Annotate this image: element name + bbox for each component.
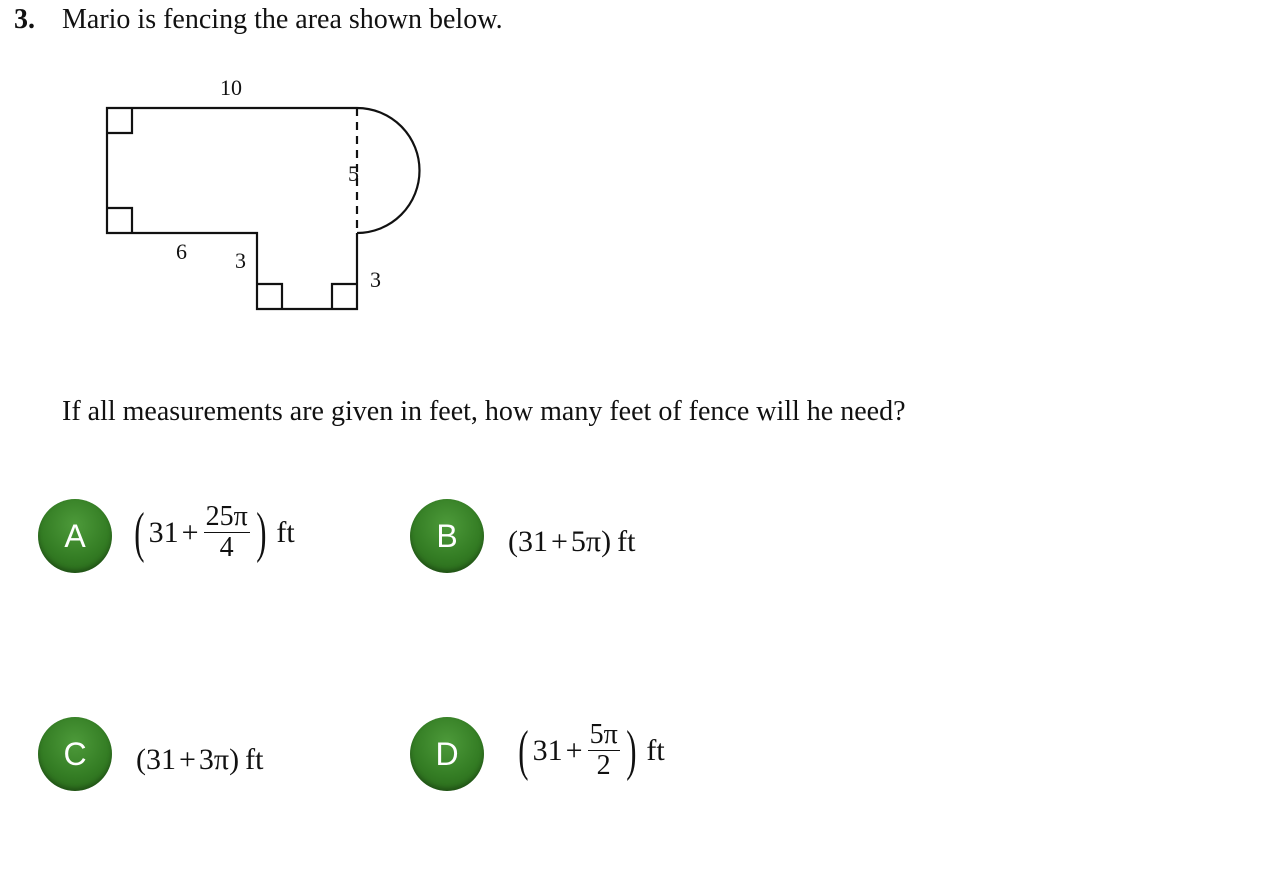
expr-fraction — [204, 502, 250, 563]
expr-unit: ft — [276, 515, 295, 549]
question-number: 3. — [14, 4, 35, 35]
expr-fraction — [588, 720, 620, 781]
fraction-numerator: 25π — [205, 501, 248, 532]
right-angle-marker — [107, 208, 132, 233]
right-angle-marker — [107, 108, 132, 133]
expr-unit: ft — [617, 525, 636, 558]
paren-open: ( — [518, 719, 529, 782]
paren-open: ( — [136, 743, 146, 776]
paren-close: ) — [601, 525, 612, 558]
question-text: Mario is fencing the area shown below. — [62, 4, 503, 35]
question-prompt: If all measurements are given in feet, how many feet of fence will he need? — [62, 396, 906, 427]
choice-c-expression — [136, 740, 263, 780]
choice-a-expression — [130, 502, 295, 563]
expr-operator: + — [565, 733, 583, 767]
expr-lead: 31 — [518, 525, 548, 558]
right-angle-marker — [257, 284, 282, 309]
fence-outline — [107, 108, 357, 309]
expr-operator: + — [181, 515, 199, 549]
fence-diagram — [80, 62, 440, 322]
expr-unit: ft — [245, 743, 264, 776]
label-diameter: 5 — [348, 161, 359, 186]
semicircle-arc — [357, 108, 420, 233]
choice-b-expression — [508, 522, 635, 562]
expr-operator: + — [179, 743, 196, 776]
label-bottom-left: 6 — [176, 239, 187, 264]
fraction-numerator: 5π — [589, 719, 618, 750]
expr-body: 5π — [570, 525, 602, 558]
choice-d-button[interactable]: D — [410, 717, 484, 791]
expr-lead: 31 — [148, 515, 179, 549]
expr-unit: ft — [646, 733, 665, 767]
expr-lead: 31 — [146, 743, 176, 776]
expr-lead: 31 — [532, 733, 563, 767]
paren-open: ( — [134, 501, 145, 564]
label-top: 10 — [220, 75, 242, 100]
label-notch-left: 3 — [235, 248, 246, 273]
expr-body: 3π — [198, 743, 230, 776]
paren-open: ( — [508, 525, 518, 558]
fraction-denominator: 2 — [596, 750, 611, 781]
paren-close: ) — [625, 719, 637, 782]
choice-a-button[interactable]: A — [38, 499, 112, 573]
fraction-denominator: 4 — [219, 532, 234, 563]
choice-b-button[interactable]: B — [410, 499, 484, 573]
paren-close: ) — [229, 743, 240, 776]
paren-close: ) — [255, 501, 267, 564]
label-notch-right: 3 — [370, 267, 381, 292]
choice-c-button[interactable]: C — [38, 717, 112, 791]
expr-operator: + — [551, 525, 568, 558]
right-angle-marker — [332, 284, 357, 309]
choice-d-expression — [514, 720, 665, 781]
